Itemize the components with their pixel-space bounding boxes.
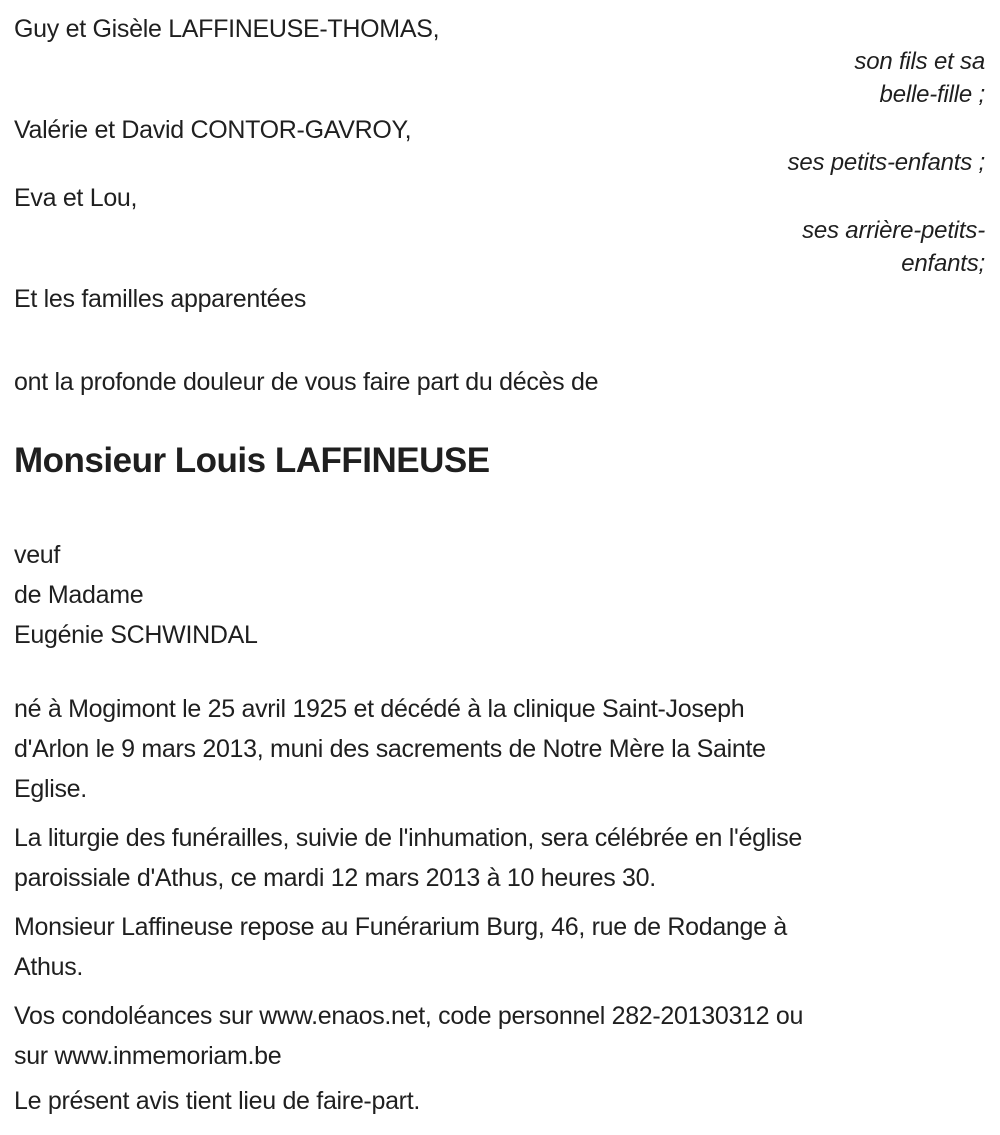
paragraph-line: né à Mogimont le 25 avril 1925 et décédé à la clinique Saint-Joseph (14, 695, 745, 723)
notice-paragraph (14, 907, 985, 987)
status-line: veuf (14, 541, 61, 569)
paragraph-line: d'Arlon le 9 mars 2013, muni des sacrements de Notre Mère la Sainte (14, 735, 766, 763)
relative-name: Eva et Lou, (14, 184, 138, 212)
closing-line (14, 1081, 985, 1121)
relation-line: belle-fille ; (879, 81, 985, 108)
status-line: de Madame (14, 581, 144, 609)
relation-line: son fils et sa (854, 48, 985, 75)
notice-paragraph (14, 996, 985, 1076)
notice-paragraph (14, 818, 985, 898)
relation-line: ses arrière-petits- (802, 217, 985, 244)
paragraph-line: La liturgie des funérailles, suivie de l'inhumation, sera célébrée en l'église (14, 824, 803, 852)
relative-name: Et les familles apparentées (14, 285, 307, 313)
deceased-name-title: Monsieur Louis LAFFINEUSE (14, 441, 490, 480)
relatives-section (14, 16, 985, 313)
paragraph-line: sur www.inmemoriam.be (14, 1042, 282, 1070)
relation-label (14, 45, 985, 111)
marital-status-block (14, 535, 985, 655)
intro-line: ont la profonde douleur de vous faire part du décès de (14, 368, 599, 396)
paragraph-line: Monsieur Laffineuse repose au Funérarium Burg, 46, rue de Rodange à (14, 913, 787, 941)
paragraph-line: paroissiale d'Athus, ce mardi 12 mars 2013 à 10 heures 30. (14, 864, 656, 892)
relation-line: enfants; (901, 250, 985, 277)
status-line: Eugénie SCHWINDAL (14, 621, 258, 649)
relative-name: Guy et Gisèle LAFFINEUSE-THOMAS, (14, 15, 440, 43)
paragraph-line: Eglise. (14, 775, 87, 803)
relation-line: ses petits-enfants ; (787, 149, 985, 176)
relation-label (14, 146, 985, 179)
notice-paragraph (14, 689, 985, 809)
relation-label (14, 214, 985, 280)
paragraph-line: Vos condoléances sur www.enaos.net, code personnel 282-20130312 ou (14, 1002, 804, 1030)
paragraph-line: Athus. (14, 953, 84, 981)
relative-group (14, 16, 985, 111)
relative-group (14, 286, 985, 313)
paragraph-line: Le présent avis tient lieu de faire-part. (14, 1087, 420, 1115)
relative-group (14, 117, 985, 179)
relative-group (14, 185, 985, 280)
relative-name: Valérie et David CONTOR-GAVROY, (14, 116, 412, 144)
